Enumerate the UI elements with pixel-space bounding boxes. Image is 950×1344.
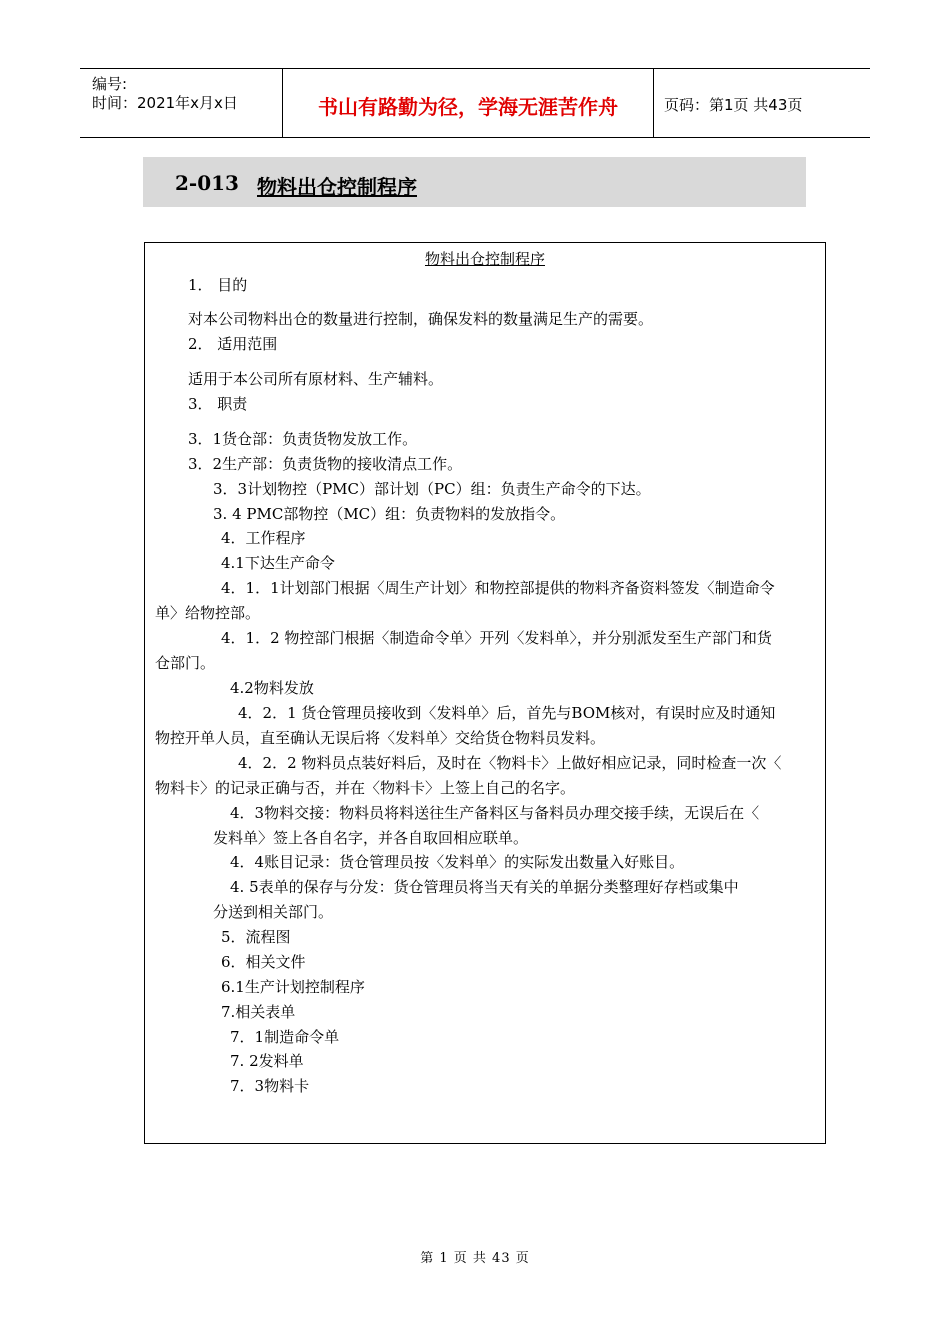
code-label: 编号: [92,75,128,93]
doc-line: 发料单〉签上各自名字，并各自取回相应联单。 [213,829,529,847]
section-number: 2-013 [175,171,239,195]
doc-line: 4.2物料发放 [230,679,314,697]
section-title-band [143,157,806,207]
header-info-cell [80,69,283,137]
date-label: 时间：2021年x月x日 [92,94,238,112]
page-footer: 第 1 页 共 43 页 [420,1251,530,1266]
doc-line: 对本公司物料出仓的数量进行控制，确保发料的数量满足生产的需要。 [188,310,654,328]
page-label: 页码：第1页 共43页 [664,96,803,114]
doc-line: 4．2．1 货仓管理员接收到〈发料单〉后，首先与BOM核对，有误时应及时通知 [238,704,776,722]
doc-line: 物控开单人员，直至确认无误后将〈发料单〉交给货仓物料员发料。 [155,729,606,747]
doc-line: 7．3物料卡 [230,1077,310,1095]
motto-text: 书山有路勤为径，学海无涯苦作舟 [318,95,618,119]
doc-line: 仓部门。 [155,654,216,672]
doc-line: 6．相关文件 [221,953,306,971]
doc-line: 4．1．1计划部门根据〈周生产计划〉和物控部提供的物料齐备资料签发〈制造命令 [221,579,775,597]
doc-line: 3．1货仓部：负责货物发放工作。 [188,430,418,448]
doc-line: 7. 2发料单 [230,1052,304,1070]
header-page-cell [654,69,870,137]
doc-line: 4．2．2 物料员点装好料后，及时在〈物料卡〉上做好相应记录，同时检查一次〈 [238,754,782,772]
doc-line: 3. 4 PMC部物控（MC）组：负责物料的发放指令。 [213,505,566,523]
doc-title: 物料出仓控制程序 [424,250,545,268]
doc-line: 5．流程图 [221,928,291,946]
doc-line: 7.相关表单 [221,1003,296,1021]
doc-line: 7．1制造命令单 [230,1028,340,1046]
doc-line: 4．1．2 物控部门根据〈制造命令单〉开列〈发料单〉，并分别派发至生产部门和货 [221,629,772,647]
doc-line: 单〉给物控部。 [155,604,261,622]
doc-line: 3． 职责 [188,395,248,413]
doc-line: 4．4账目记录：货仓管理员按〈发料单〉的实际发出数量入好账目。 [230,853,685,871]
doc-line: 1． 目的 [188,276,248,294]
document-box [144,242,826,1144]
doc-line: 6.1生产计划控制程序 [221,978,365,996]
doc-line: 3．2生产部：负责货物的接收清点工作。 [188,455,463,473]
doc-line: 4．工作程序 [221,529,306,547]
doc-line: 4. 5表单的保存与分发：货仓管理员将当天有关的单据分类整理好存档或集中 [230,878,739,896]
header-motto-cell [283,69,654,137]
doc-line: 2． 适用范围 [188,335,278,353]
doc-line: 适用于本公司所有原材料、生产辅料。 [188,370,444,388]
doc-line: 物料卡〉的记录正确与否，并在〈物料卡〉上签上自己的名字。 [155,779,576,797]
section-title: 物料出仓控制程序 [257,175,417,199]
page-header [80,68,870,138]
doc-line: 4.1下达生产命令 [221,554,335,572]
doc-line: 4．3物料交接：物料员将料送往生产备料区与备料员办理交接手续，无误后在〈 [230,804,760,822]
doc-line: 分送到相关部门。 [213,903,334,921]
doc-line: 3．3计划物控（PMC）部计划（PC）组：负责生产命令的下达。 [213,480,651,498]
